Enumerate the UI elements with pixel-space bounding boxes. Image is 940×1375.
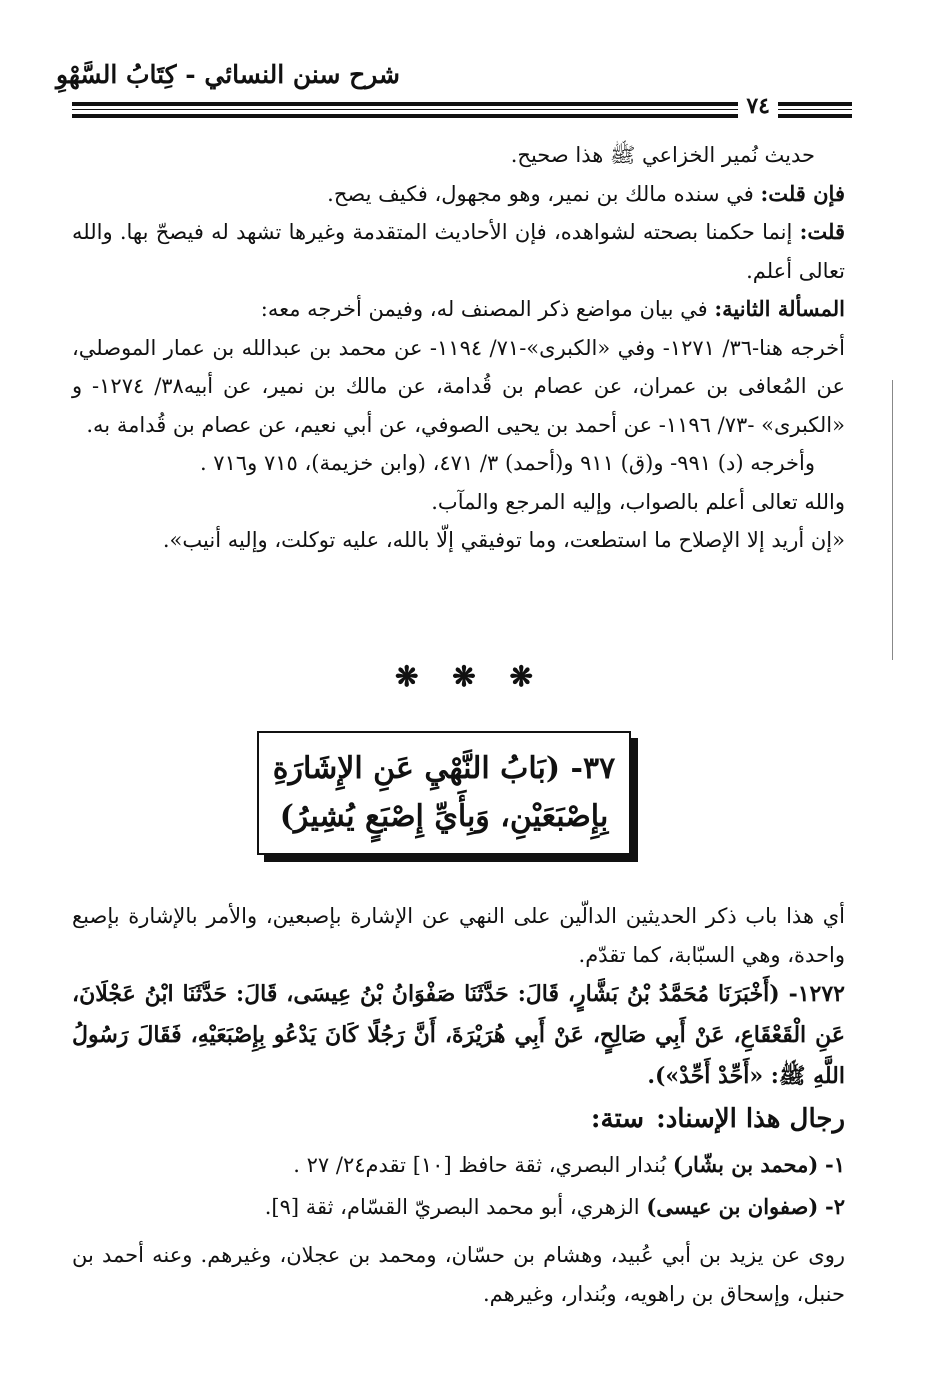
answer-text: إنما حكمنا بصحته لشواهده، فإن الأحاديث المتقدمة وغيرها تشهد له فيصحّ بها. والله تعالى أعلم. bbox=[72, 220, 845, 283]
narrator-number: ٢- bbox=[825, 1194, 845, 1219]
paragraph-hadith-1272: ١٢٧٢- (أَخْبَرَنَا مُحَمَّدُ بْنُ بَشَّارٍ، قَالَ: حَدَّثَنَا صَفْوَانُ بْنُ عِيسَى، قَالَ: حَدَّثَنَا ابْنُ عَجْلَانَ، عَنِ الْقَعْقَاعِ، عَنْ أَبِي صَالِحٍ، عَنْ أَبِي هُرَيْرَةَ، أَنَّ رَجُلًا كَانَ يَدْعُو بِإِصْبَعَيْهِ، فَقَالَ رَسُولُ اللَّهِ ﷺ: «أَحِّدْ أَحِّدْ»). bbox=[72, 981, 845, 1089]
paragraph-hadith-status: حديث نُمير الخزاعي ﷺ هذا صحيح. bbox=[510, 143, 815, 167]
chapter-heading-line-1: ٣٧- (بَابُ النَّهْيِ عَنِ الإِشَارَةِ bbox=[272, 751, 616, 786]
narrator-name: (صفوان بن عيسى) bbox=[646, 1194, 819, 1219]
section-separator-stars: ❋ ❋ ❋ bbox=[395, 660, 545, 693]
paragraph-chapter-intro: أي هذا باب ذكر الحديثين الدالّين على النهي عن الإشارة بإصبعين، والأمر بالإشارة بإصبع واحدة، وهي السبّابة، كما تقدّم. bbox=[72, 904, 845, 967]
running-header-title: شرح سنن النسائي - كِتَابُ السَّهْوِ bbox=[55, 60, 400, 89]
paragraph-takhrij: أخرجه هنا-٣٦/ ١٢٧١- وفي «الكبرى»-٧١/ ١١٩٤- عن محمد بن عبدالله بن عمار الموصلي، عن المُعافى بن عمران، عن عصام بن قُدامة، عن مالك بن نمير، عن أبيه٣٨/ ١٢٧٤- و «الكبرى» -٧٣/ ١١٩٦- عن أحمد بن يحيى الصوفي، عن أبي نعيم، عن عصام بن قُدامة به. bbox=[72, 335, 845, 437]
isnad-heading-label: رجال هذا الإسناد: bbox=[656, 1104, 845, 1134]
paragraph-answer bbox=[72, 213, 845, 290]
answer-label: قلت: bbox=[799, 219, 845, 244]
header-rule-top bbox=[72, 102, 852, 106]
paragraph-quran-quote: «إن أريد إلا الإصلاح ما استطعت، وما توفيقي إلّا بالله، عليه توكلت، وإليه أنيب». bbox=[162, 528, 845, 552]
margin-line bbox=[892, 380, 893, 660]
header-rule-bottom bbox=[72, 114, 852, 118]
second-issue-label: المسألة الثانية: bbox=[714, 296, 845, 321]
text-block-upper bbox=[72, 136, 845, 560]
header-rule-thin bbox=[72, 109, 852, 110]
isnad-heading-count: ستة: bbox=[590, 1104, 645, 1134]
paragraph-second-issue bbox=[72, 290, 845, 329]
narrator-name: (محمد بن بشّار) bbox=[672, 1152, 819, 1177]
narrator-item-1 bbox=[293, 1152, 845, 1177]
objection-label: فإن قلت: bbox=[760, 180, 845, 206]
text-block-lower bbox=[72, 897, 845, 1097]
isnad-narrators-heading bbox=[591, 1104, 845, 1134]
paragraph-narrated-from: روى عن يزيد بن أبي عُبيد، وهشام بن حسّان، ومحمد بن عجلان، وغيرهم. وعنه أحمد بن حنبل، وإسحاق بن راهويه، وبُندار، وغيرهم. bbox=[72, 1243, 845, 1306]
page-number: ٧٤ bbox=[738, 93, 778, 119]
narrator-item-2 bbox=[265, 1194, 845, 1219]
paragraph-closing-formula: والله تعالى أعلم بالصواب، وإليه المرجع والمآب. bbox=[431, 489, 845, 514]
narrator-number: ١- bbox=[825, 1152, 845, 1177]
objection-text: في سنده مالك بن نمير، وهو مجهول، فكيف يصح. bbox=[327, 181, 761, 206]
second-issue-text: في بيان مواضع ذكر المصنف له، وفيمن أخرجه معه: bbox=[260, 297, 715, 321]
chapter-heading-box bbox=[257, 731, 631, 855]
paragraph-objection bbox=[72, 175, 845, 214]
narrator-description: بُندار البصري، ثقة حافظ [١٠] تقدم٢٤/ ٢٧ . bbox=[293, 1153, 673, 1177]
paragraph-takhrij-others: وأخرجه (د) ٩٩١- و(ق) ٩١١ و(أحمد) ٣/ ٤٧١، (وابن خزيمة)، ٧١٥ و٧١٦ . bbox=[199, 451, 815, 475]
narrator-description: الزهري، أبو محمد البصريّ القسّام، ثقة [٩]. bbox=[264, 1195, 647, 1219]
text-block-narration bbox=[72, 1236, 845, 1313]
chapter-heading-line-2: بِإِصْبَعَيْنِ، وَبِأَيِّ إِصْبَعٍ يُشِيرُ) bbox=[279, 799, 609, 834]
